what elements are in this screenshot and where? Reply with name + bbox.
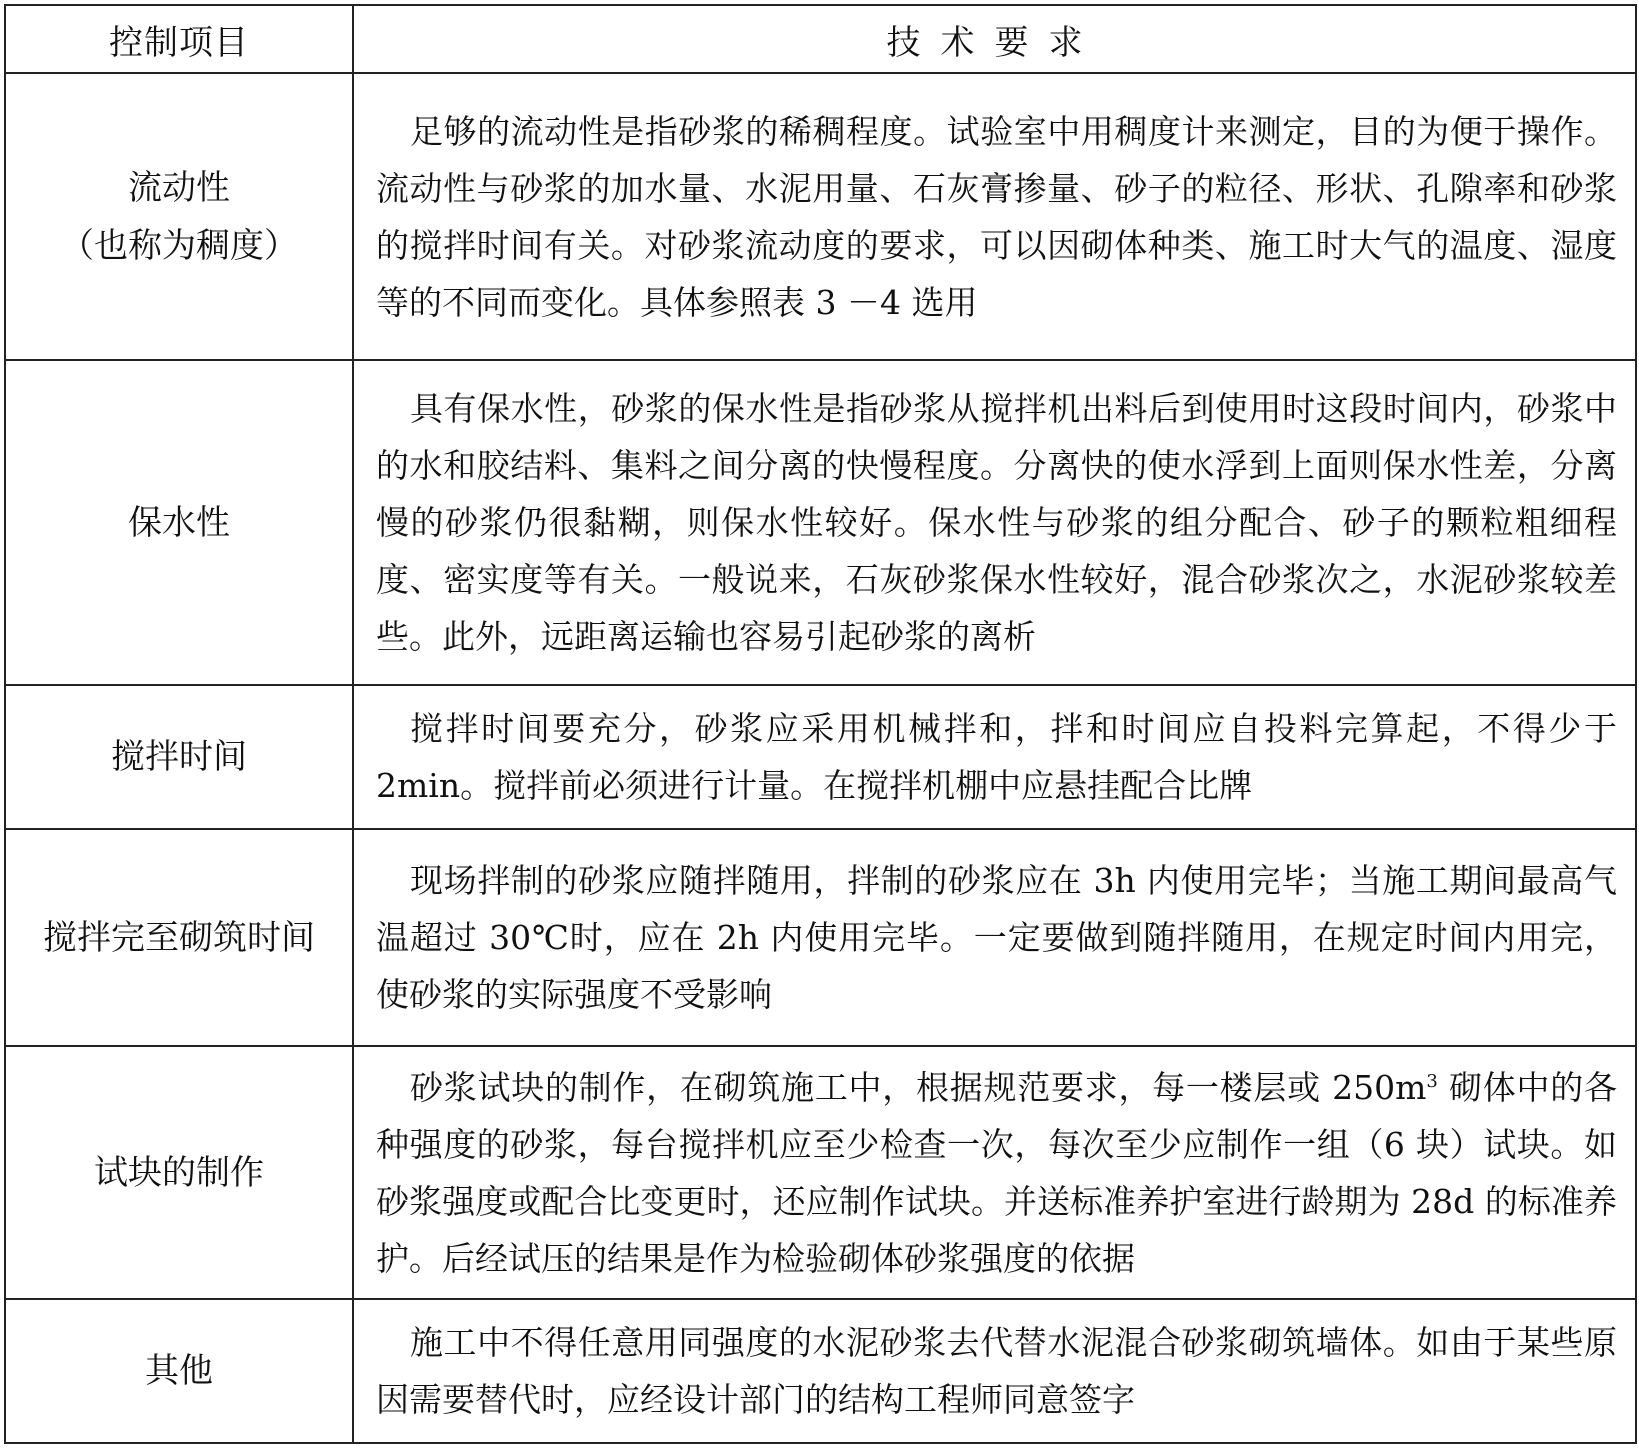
table-row-other: [5, 1299, 1636, 1443]
control-item-label: 试块的制作: [5, 1046, 353, 1299]
table-row-fluidity: [5, 73, 1636, 360]
control-item-sublabel: （也称为稠度）: [60, 225, 298, 266]
mortar-control-table: [4, 4, 1637, 1444]
requirement-text-part: 砌体中的各种强度的砂浆，每台搅拌机应至少检查一次，每次至少应制作一组（6 块）试块。如砂浆强度或配合比变更时，还应制作试块。并送标准养护室进行龄期为 28d 的标准养护。后经试压的结果是作为检验砌体砂浆强度的依据: [376, 1067, 1617, 1278]
superscript-exponent: 3: [1426, 1070, 1438, 1092]
requirement-text: 施工中不得任意用同强度的水泥砂浆去代替水泥混合砂浆砌筑墙体。如由于某些原因需要替代时，应经设计部门的结构工程师同意签字: [353, 1299, 1636, 1443]
table-row-test-block: [5, 1046, 1636, 1299]
requirement-text: 足够的流动性是指砂浆的稀稠程度。试验室中用稠度计来测定，目的为便于操作。流动性与砂浆的加水量、水泥用量、石灰膏掺量、砂子的粒径、形状、孔隙率和砂浆的搅拌时间有关。对砂浆流动度的要求，可以因砌体种类、施工时大气的温度、湿度等的不同而变化。具体参照表 3 －4 选用: [353, 73, 1636, 360]
header-control-item: 控制项目: [5, 5, 353, 73]
control-item-label: 其他: [5, 1299, 353, 1443]
control-item-cell: [5, 73, 353, 360]
table-row-water-retention: [5, 360, 1636, 685]
requirement-text: 具有保水性，砂浆的保水性是指砂浆从搅拌机出料后到使用时这段时间内，砂浆中的水和胶结料、集料之间分离的快慢程度。分离快的使水浮到上面则保水性差，分离慢的砂浆仍很黏糊，则保水性较好。保水性与砂浆的组分配合、砂子的颗粒粗细程度、密实度等有关。一般说来，石灰砂浆保水性较好，混合砂浆次之，水泥砂浆较差些。此外，远距离运输也容易引起砂浆的离析: [353, 360, 1636, 685]
table-row-mixing-time: [5, 685, 1636, 829]
control-item-label: 流动性: [128, 167, 230, 208]
table-header-row: [5, 5, 1636, 73]
control-item-label: 搅拌完至砌筑时间: [5, 829, 353, 1046]
control-item-label: 搅拌时间: [5, 685, 353, 829]
requirement-text: [353, 1046, 1636, 1299]
requirement-text: 搅拌时间要充分，砂浆应采用机械拌和，拌和时间应自投料完算起，不得少于 2min。搅拌前必须进行计量。在搅拌机棚中应悬挂配合比牌: [353, 685, 1636, 829]
control-item-label: 保水性: [5, 360, 353, 685]
table-row-time-to-masonry: [5, 829, 1636, 1046]
requirement-text: 现场拌制的砂浆应随拌随用，拌制的砂浆应在 3h 内使用完毕；当施工期间最高气温超过 30℃时，应在 2h 内使用完毕。一定要做到随拌随用，在规定时间内用完，使砂浆的实际强度不受影响: [353, 829, 1636, 1046]
header-technical-requirement: 技术要求: [353, 5, 1636, 73]
requirement-text-part: 砂浆试块的制作，在砌筑施工中，根据规范要求，每一楼层或 250m: [410, 1067, 1427, 1107]
